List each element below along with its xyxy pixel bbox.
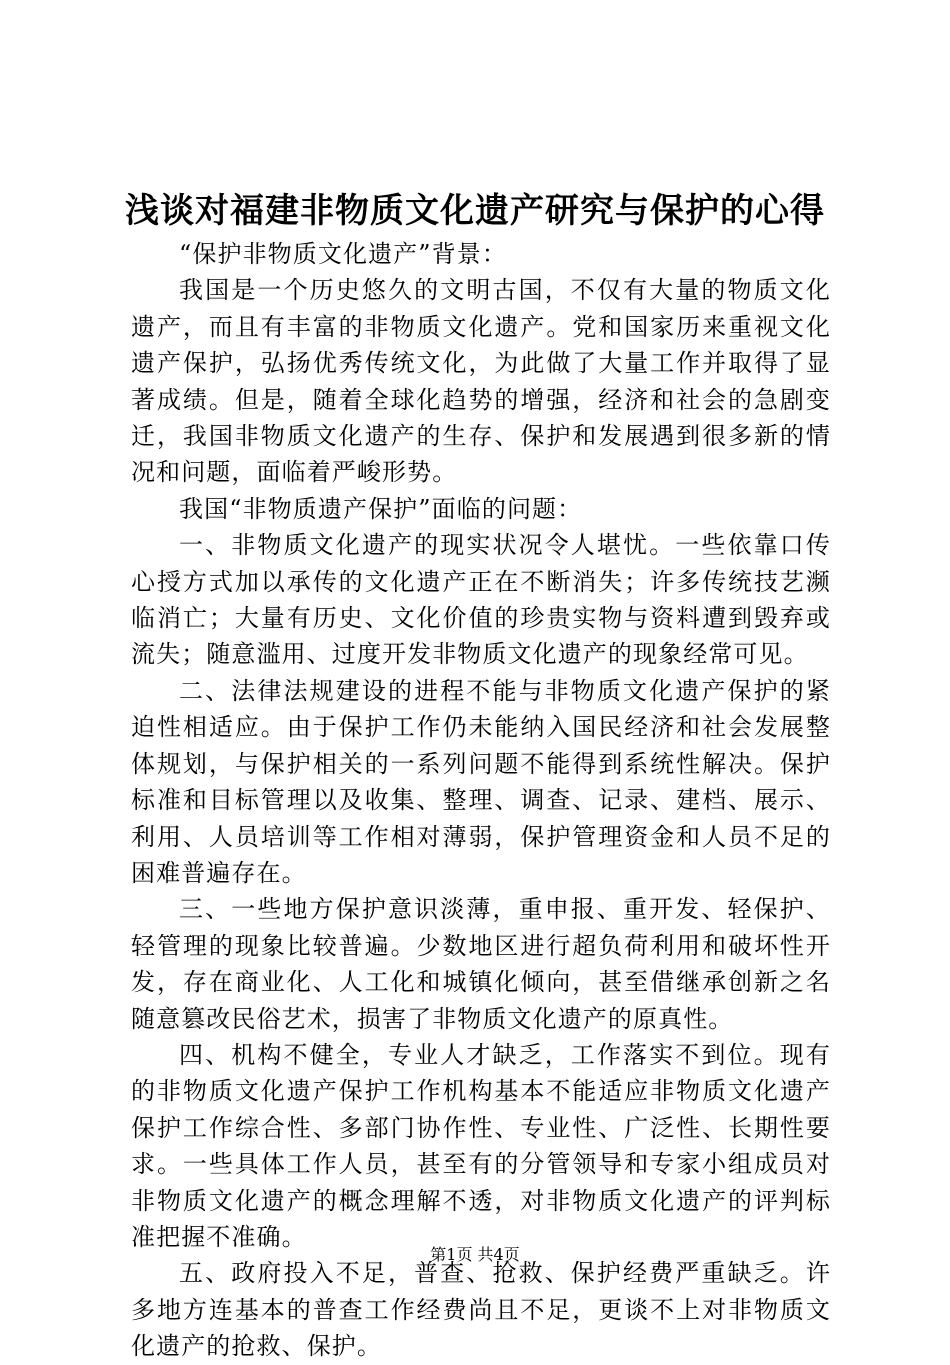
paragraph-problem-5: 五、政府投入不足，普查、抢救、保护经费严重缺乏。许多地方连基本的普查工作经费尚且不足，更谈不上对非物质文化遗产的抢救、保护。: [131, 1259, 831, 1361]
paragraph-problems-heading: 我国“非物质遗产保护”面临的问题：: [179, 494, 583, 523]
paragraph-background-text: 我国是一个历史悠久的文明古国，不仅有大量的物质文化遗产，而且有丰富的非物质文化遗产。党和国家历来重视文化遗产保护，弘扬优秀传统文化，为此做了大量工作并取得了显著成绩。但是，随着全球化趋势的增强，经济和社会的急剧变迁，我国非物质文化遗产的生存、保护和发展遇到很多新的情况和问题，面临着严峻形势。: [131, 276, 831, 487]
document-title: 浅谈对福建非物质文化遗产研究与保护的心得: [125, 191, 825, 231]
paragraph-problem-4: 四、机构不健全，专业人才缺乏，工作落实不到位。现有的非物质文化遗产保护工作机构基本不能适应非物质文化遗产保护工作综合性、多部门协作性、专业性、广泛性、长期性要求。一些具体工作人员，甚至有的分管领导和专家小组成员对非物质文化遗产的概念理解不透，对非物质文化遗产的评判标准把握不准确。: [131, 1040, 831, 1251]
paragraph-problem-2: 二、法律法规建设的进程不能与非物质文化遗产保护的紧迫性相适应。由于保护工作仍未能纳入国民经济和社会发展整体规划，与保护相关的一系列问题不能得到系统性解决。保护标准和目标管理以及收集、整理、调查、记录、建档、展示、利用、人员培训等工作相对薄弱，保护管理资金和人员不足的困难普遍存在。: [131, 676, 831, 887]
page-footer: 第1页 共4页: [430, 1245, 520, 1264]
paragraph-problem-3: 三、一些地方保护意识淡薄，重申报、重开发、轻保护、轻管理的现象比较普遍。少数地区进行超负荷利用和破坏性开发，存在商业化、人工化和城镇化倾向，甚至借继承创新之名随意篡改民俗艺术，损害了非物质文化遗产的原真性。: [131, 895, 831, 1033]
paragraph-problem-1: 一、非物质文化遗产的现实状况令人堪忧。一些依靠口传心授方式加以承传的文化遗产正在不断消失；许多传统技艺濒临消亡；大量有历史、文化价值的珍贵实物与资料遭到毁弃或流失；随意滥用、过度开发非物质文化遗产的现象经常可见。: [131, 531, 831, 669]
document-body: [131, 236, 831, 1365]
paragraph-background-heading: “保护非物质文化遗产”背景：: [179, 240, 507, 268]
